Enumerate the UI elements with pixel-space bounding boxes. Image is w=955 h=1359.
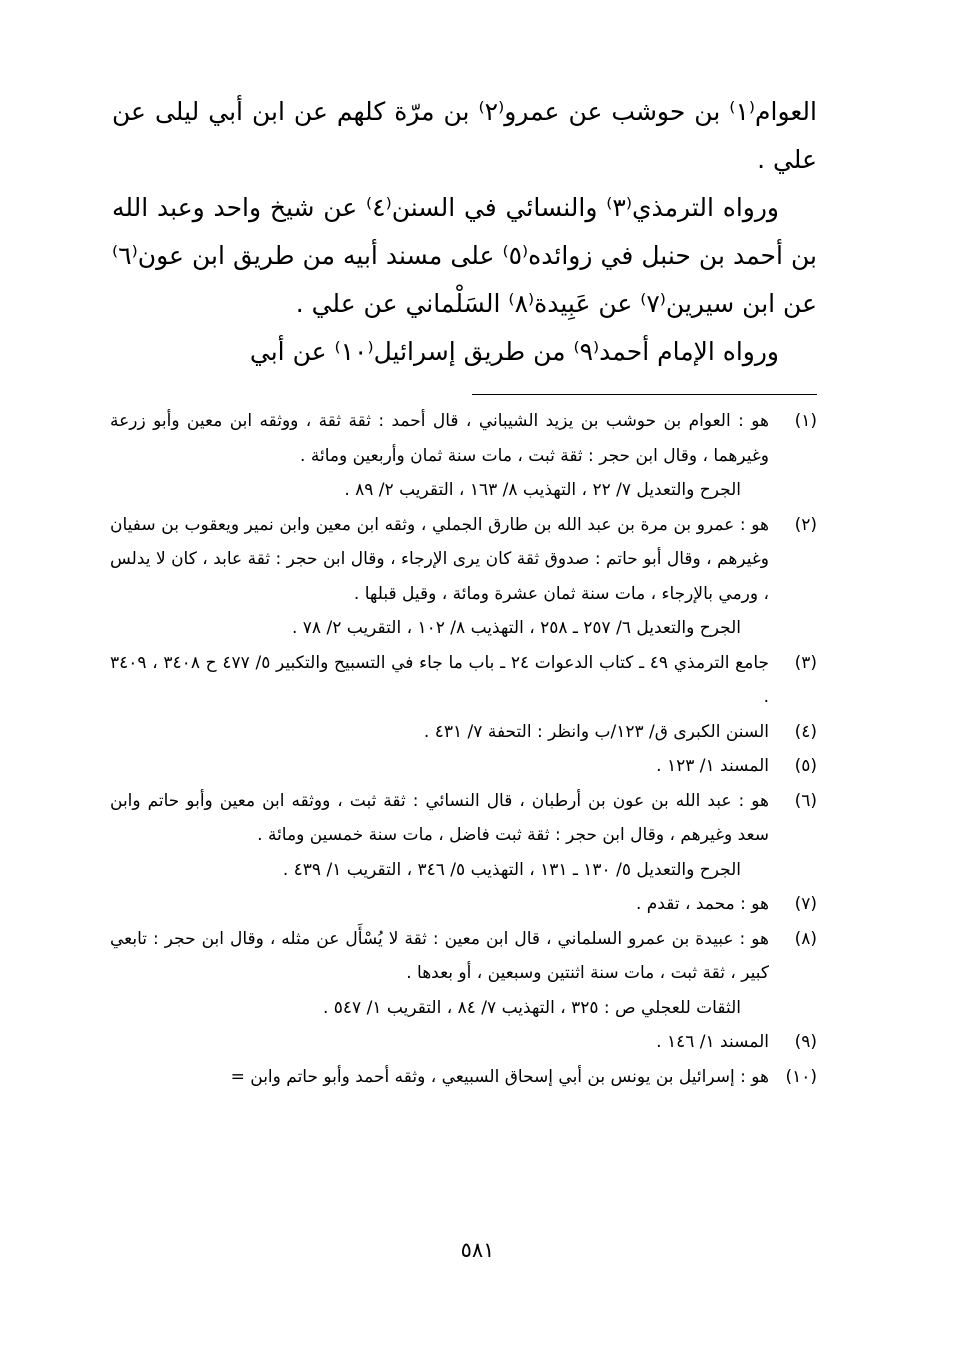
footnote-9: [110, 1025, 817, 1060]
footnote-text: هو : عبيدة بن عمرو السلماني ، قال ابن معين : ثقة لا يُسْأَل عن مثله ، وقال ابن حجر : تابعي كبير ، ثقة ثبت ، مات سنة اثنتين وسبعين ، أو بعدها .: [110, 928, 769, 983]
footnote-5: [110, 749, 817, 784]
footnote-text: السنن الكبرى ق/ ١٢٣/ب وانظر : التحفة ٧/ ٤٣١ .: [423, 721, 769, 742]
footnote-text: جامع الترمذي ٤٩ ـ كتاب الدعوات ٢٤ ـ باب ما جاء في التسبيح والتكبير ٥/ ٤٧٧ ح ٣٤٠٨ ، ٣٤٠٩ .: [110, 652, 770, 707]
footnote-text: هو : عمرو بن مرة بن عبد الله بن طارق الجملي ، وثقه ابن معين وابن نمير ويعقوب بن سفيان وغيرهم ، وقال أبو حاتم : صدوق ثقة كان يرى الإرجاء ، وقال ابن حجر : ثقة عابد ، كان لا يدلس ، ورمي بالإرجاء ، مات سنة ثمان عشرة ومائة ، وقيل قبلها .: [110, 514, 769, 604]
footnote-text: هو : عبد الله بن عون بن أرطبان ، قال النسائي : ثقة ثبت ، ووثقه ابن معين وأبو حاتم وابن سعد وغيرهم ، وقال ابن حجر : ثقة ثبت فاضل ، مات سنة خمسين ومائة .: [110, 790, 769, 845]
footnote-3: [110, 646, 817, 715]
footnote-10: [110, 1060, 817, 1095]
main-text: [112, 88, 817, 376]
footnote-text: هو : محمد ، تقدم .: [636, 894, 769, 914]
footnote-number: (٢): [794, 514, 817, 535]
footnotes: [110, 404, 817, 1094]
footnote-7: [110, 887, 817, 922]
footnote-number: (٣): [794, 652, 817, 673]
main-paragraph-1: العوام⁽١⁾ بن حوشب عن عمرو⁽٢⁾ بن مرّة كلهم عن ابن أبي ليلى عن علي .: [112, 97, 817, 174]
footnote-reference: الجرح والتعديل ٦/ ٢٥٧ ـ ٢٥٨ ، التهذيب ٨/ ١٠٢ ، التقريب ٢/ ٧٨ .: [291, 618, 741, 638]
footnote-2: [110, 508, 817, 646]
footnote-number: (٧): [794, 894, 817, 914]
footnote-8: [110, 922, 817, 1026]
footnote-number: (٥): [794, 756, 817, 776]
footnote-text: المسند ١/ ١٢٣ .: [656, 756, 769, 776]
footnote-text: هو : العوام بن حوشب بن يزيد الشيباني ، قال أحمد : ثقة ثقة ، ووثقه ابن معين وأبو زرعة وغيرهما ، وقال ابن حجر : ثقة ثبت ، مات سنة ثمان وأربعين ومائة .: [110, 411, 769, 466]
footnote-number: (٤): [794, 721, 817, 742]
footnote-reference: الجرح والتعديل ٧/ ٢٢ ، التهذيب ٨/ ١٦٣ ، التقريب ٢/ ٨٩ .: [344, 480, 741, 500]
footnote-text: هو : إسرائيل بن يونس بن أبي إسحاق السبيعي ، وثقه أحمد وأبو حاتم وابن =: [230, 1066, 769, 1087]
footnote-number: (٨): [794, 928, 817, 949]
page-number: ٥٨١: [460, 1238, 495, 1262]
footnote-4: [110, 715, 817, 750]
main-paragraph-2: ورواه الترمذي⁽٣⁾ والنسائي في السنن⁽٤⁾ عن شيخ واحد وعبد الله بن أحمد بن حنبل في زوائده⁽٥⁾ على مسند أبيه من طريق ابن عون⁽٦⁾ عن ابن سيرين⁽٧⁾ عن عَبِيدة⁽٨⁾ السَلْماني عن علي .: [112, 193, 817, 318]
footnote-reference: الثقات للعجلي ص : ٣٢٥ ، التهذيب ٧/ ٨٤ ، التقريب ١/ ٥٤٧ .: [322, 997, 741, 1018]
footnote-number: (٩): [794, 1032, 817, 1052]
footnote-number: (٦): [794, 790, 817, 811]
main-paragraph-3: ورواه الإمام أحمد⁽٩⁾ من طريق إسرائيل⁽١٠⁾ عن أبي: [249, 337, 779, 366]
footnote-number: (١): [794, 411, 817, 431]
footnote-1: [110, 404, 817, 508]
footnote-reference: الجرح والتعديل ٥/ ١٣٠ ـ ١٣١ ، التهذيب ٥/ ٣٤٦ ، التقريب ١/ ٤٣٩ .: [282, 859, 741, 880]
footnote-6: [110, 784, 817, 888]
footnote-number: (١٠): [785, 1066, 817, 1087]
footnote-divider: [472, 394, 817, 395]
footnote-text: المسند ١/ ١٤٦ .: [656, 1032, 769, 1052]
